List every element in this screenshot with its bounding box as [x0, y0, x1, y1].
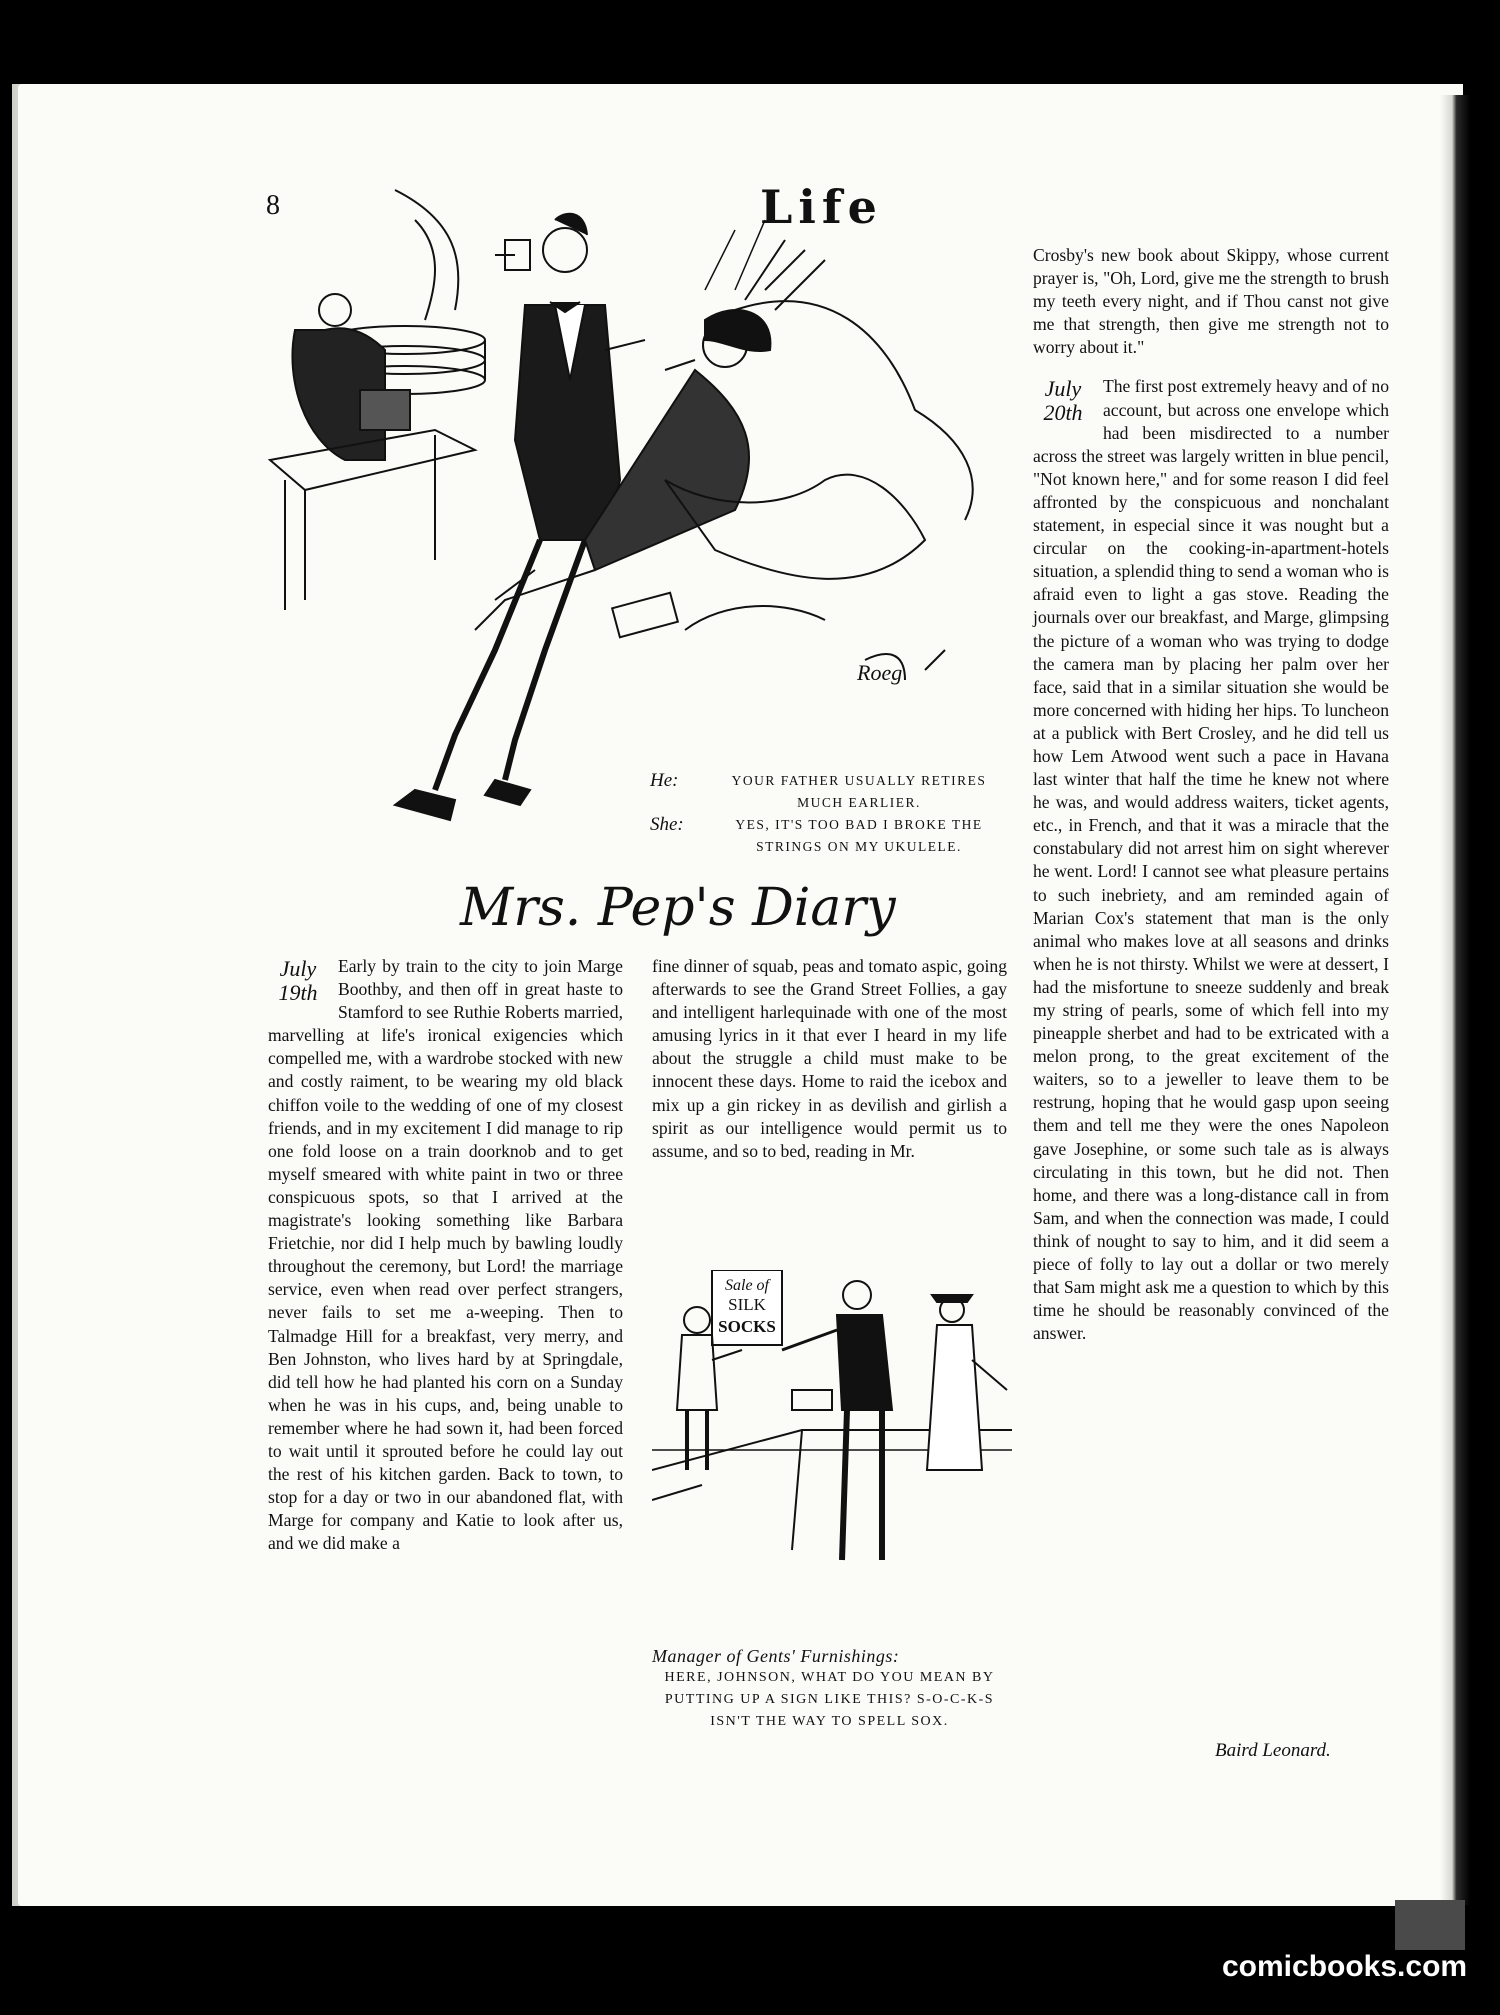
top-cartoon-caption: [650, 770, 1010, 858]
sign-line-1: Sale of: [725, 1277, 769, 1294]
magazine-title: Life: [760, 180, 883, 234]
article-column-2: [652, 955, 1007, 1163]
article-column-1: [268, 955, 623, 1555]
column-2-text: fine dinner of squab, peas and tomato aspic, going afterwards to see the Grand Street Follies, a gay and intelligent harlequinade with one of the most amusing lyrics in it that ever I heard in my life about the struggle a child must make to be innocent these days. Home to raid the icebox and mix up a gin rickey in as devilish and girlish a spirit as our intelligence would permit us to assume, and so to bed, reading in Mr.: [652, 956, 1007, 1161]
column-1-text: Early by train to the city to join Marge Boothby, and then off in great haste to Stamford to see Ruthie Roberts married, marvelling at life's ironical exigencies which compelled me, with a wardrobe stocked with new and costly raiment, to be wearing my old black chiffon voile to the wedding of one of my closest friends, and in my excitement I did manage to rip one fold loose on a train doorknob and to get myself smeared with white paint in two or three conspicuous spots, so that I arrived at the magistrate's looking something like Barbara Frietchie, nor did I help much by bawling loudly throughout the ceremony, but Lord! the marriage service, even when read over perfect strangers, never fails to set me a-weeping. Then to Talmadge Hill for a breakfast, very merry, and Ben Johnston, who lives hard by at Springdale, did tell how he had planted his corn on a Sunday when he was in his cups, and, being unable to remember where he had sown it, had been forced to wait until it sprouted before he could lay out the rest of his kitchen garden. Back to town, to stop for a day or two in our abandoned flat, with Marge for company and Katie to look after us, and we did make a: [268, 956, 623, 1554]
caption-line-she: YES, IT'S TOO BAD I BROKE THE STRINGS ON MY UKULELE.: [735, 817, 983, 854]
author-signature: Baird Leonard.: [1215, 1740, 1331, 1761]
caption-he-row: [650, 770, 1010, 814]
site-watermark: comicbooks.com: [1222, 1950, 1468, 1983]
page-edge-right: [1440, 95, 1470, 1905]
caption-speaker-she: She:: [650, 814, 684, 835]
caption-speaker-he: He:: [650, 770, 679, 791]
bottom-caption-line: HERE, JOHNSON, WHAT DO YOU MEAN BY PUTTING UP A SIGN LIKE THIS? S-O-C-K-S ISN'T THE WAY TO SPELL SOX.: [664, 1670, 995, 1729]
article-title: Mrs. Pep's Diary: [460, 878, 896, 938]
article-column-3: [1033, 244, 1389, 1345]
dateline-july-19: July 19th: [278, 956, 318, 1005]
caption-line-he: YOUR FATHER USUALLY RETIRES MUCH EARLIER.: [731, 773, 987, 810]
binding-tag: [1395, 1900, 1465, 1950]
column-3-text: The first post extremely heavy and of no account, but across one envelope which had been misdirected to a number across the street was largely written in blue pencil, "Not known here," and for some reason I did feel affronted by the conspicuous and nonchalant statement, in especial since it was nought but a circular on the cooking-in-apartment-hotels situation, a splendid thing to send a woman who is afraid even to light a gas stove. Reading the journals over our breakfast, and Marge, glimpsing the picture of a woman who was trying to dodge the camera man by placing her palm over her face, said that in a similar situation she would be more concerned with hiding her hips. To luncheon at a publick with Bert Crosley, and he did tell us how Lem Atwood went such a pace in Havana last winter that half the time he knew not where he was, and would address waiters, ticket agents, etc., in French, and that it was a miracle that the constabulary did not arrest him on sight wherever he went. Lord! I cannot see what pleasure pertains to such inebriety, and am reminded again of Marian Cox's statement that man is the only animal who makes love at all seasons and drinks when he is not thirsty. Whilst we were at dessert, I had the misfortune to sneeze suddenly and break my string of pearls, some of which fell into my pineapple sherbet and had to be extricated with a melon prong, to the great excitement of the waiters, so to a jeweller to leave them to be restrung, hoping that he would gasp upon seeing them and tell me they were the ones Napoleon gave Josephine, or some such tale as is always circulating in this town, but he did not. Then home, and there was a long-distance call in from Sam, and when the connection was made, I could think of nought to say to him, and it did seem a piece of folly to lay out a dollar or two merely that Sam might ask me a question to which by this time he should be reasonably convinced of the answer.: [1033, 376, 1389, 1344]
column-3-intro: Crosby's new book about Skippy, whose current prayer is, "Oh, Lord, give me the strength to brush my teeth every night, and if Thou canst not give me that strength, then give me strength not to worry about it.": [1033, 245, 1389, 358]
bottom-cartoon-caption: [652, 1645, 1007, 1733]
bottom-cartoon-illustration: [652, 1270, 1012, 1625]
page-number: 8: [266, 190, 280, 221]
sign-line-2: SILK: [728, 1295, 766, 1314]
bottom-caption-speaker: Manager of Gents' Furnishings:: [652, 1646, 900, 1666]
caption-she-row: [650, 814, 1010, 858]
dateline-july-20: July 20th: [1043, 376, 1083, 426]
sign-line-3: SOCKS: [718, 1317, 776, 1336]
top-cartoon-artist-signature: Roeg: [857, 660, 903, 685]
